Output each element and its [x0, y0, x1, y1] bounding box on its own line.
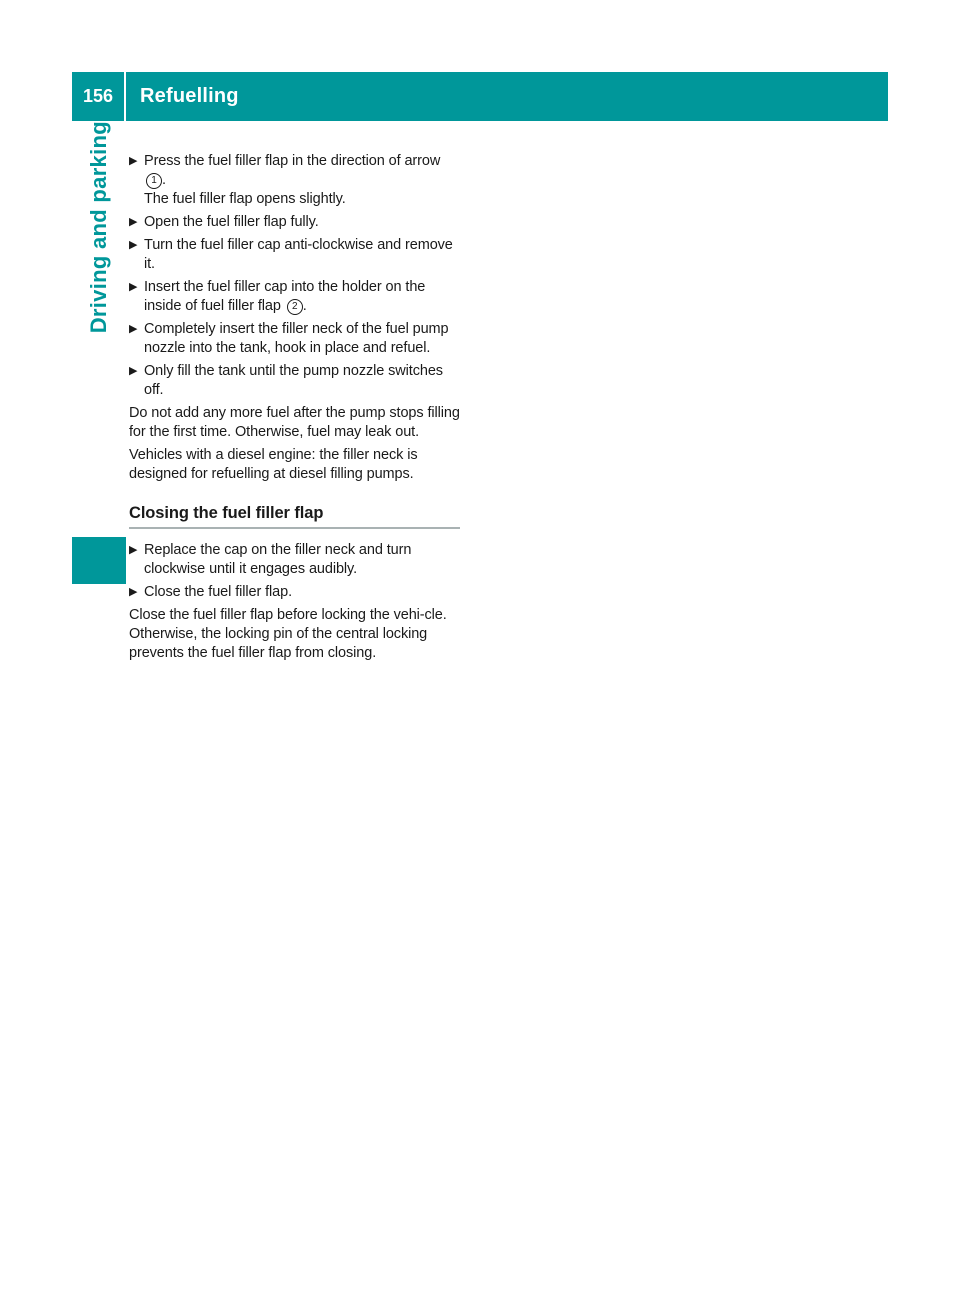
step-text: Replace the cap on the filler neck and turn clockwise until it engages audibly. [144, 542, 412, 577]
main-content [129, 152, 460, 667]
step-arrow-icon: ▶ [129, 365, 138, 377]
paragraph: Do not add any more fuel after the pump stops filling for the first time. Otherwise, fuel may leak out. [129, 405, 460, 440]
side-tab [72, 121, 126, 537]
step-text: Open the fuel filler flap fully. [144, 214, 319, 230]
step-item [129, 362, 460, 400]
step-item [129, 541, 460, 579]
step-text: Close the fuel filler flap. [144, 584, 293, 600]
step-text: Completely insert the filler neck of the fuel pump nozzle into the tank, hook in place and refuel. [144, 321, 449, 356]
paragraph: Vehicles with a diesel engine: the filler neck is designed for refuelling at diesel filling pumps. [129, 447, 418, 482]
step-item [129, 152, 460, 209]
step-item [129, 278, 460, 316]
step-text-end: . [162, 172, 166, 188]
subheading: Closing the fuel filler flap [129, 504, 460, 529]
page-header [72, 72, 888, 121]
step-arrow-icon: ▶ [129, 586, 138, 598]
paragraph: Close the fuel filler flap before locking the vehi-cle. Otherwise, the locking pin of the central locking prevents the fuel filler flap from closing. [129, 607, 447, 661]
step-text-end: . [302, 298, 307, 314]
marker-2-icon: 2 [287, 299, 303, 315]
step-text: Insert the fuel filler cap into the holder on the inside of fuel filler flap [144, 279, 426, 314]
step-item [129, 236, 460, 274]
step-item [129, 583, 460, 602]
page-number: 156 [72, 72, 126, 121]
step-text: Press the fuel filler flap in the direction of arrow [144, 153, 441, 169]
side-tab-label: Driving and parking [86, 121, 111, 334]
step-result: The fuel filler flap opens slightly. [144, 191, 346, 207]
step-arrow-icon: ▶ [129, 239, 138, 251]
step-arrow-icon: ▶ [129, 281, 138, 293]
step-item [129, 213, 460, 232]
marker-1-icon: 1 [146, 173, 162, 189]
section-title: Refuelling [140, 85, 239, 107]
step-arrow-icon: ▶ [129, 155, 138, 167]
step-arrow-icon: ▶ [129, 216, 138, 228]
step-text: Only fill the tank until the pump nozzle switches off. [144, 363, 443, 398]
step-text: Turn the fuel filler cap anti-clockwise and remove it. [144, 237, 453, 272]
step-arrow-icon: ▶ [129, 544, 138, 556]
side-tab-block [72, 537, 126, 584]
step-item [129, 320, 460, 358]
step-arrow-icon: ▶ [129, 323, 138, 335]
